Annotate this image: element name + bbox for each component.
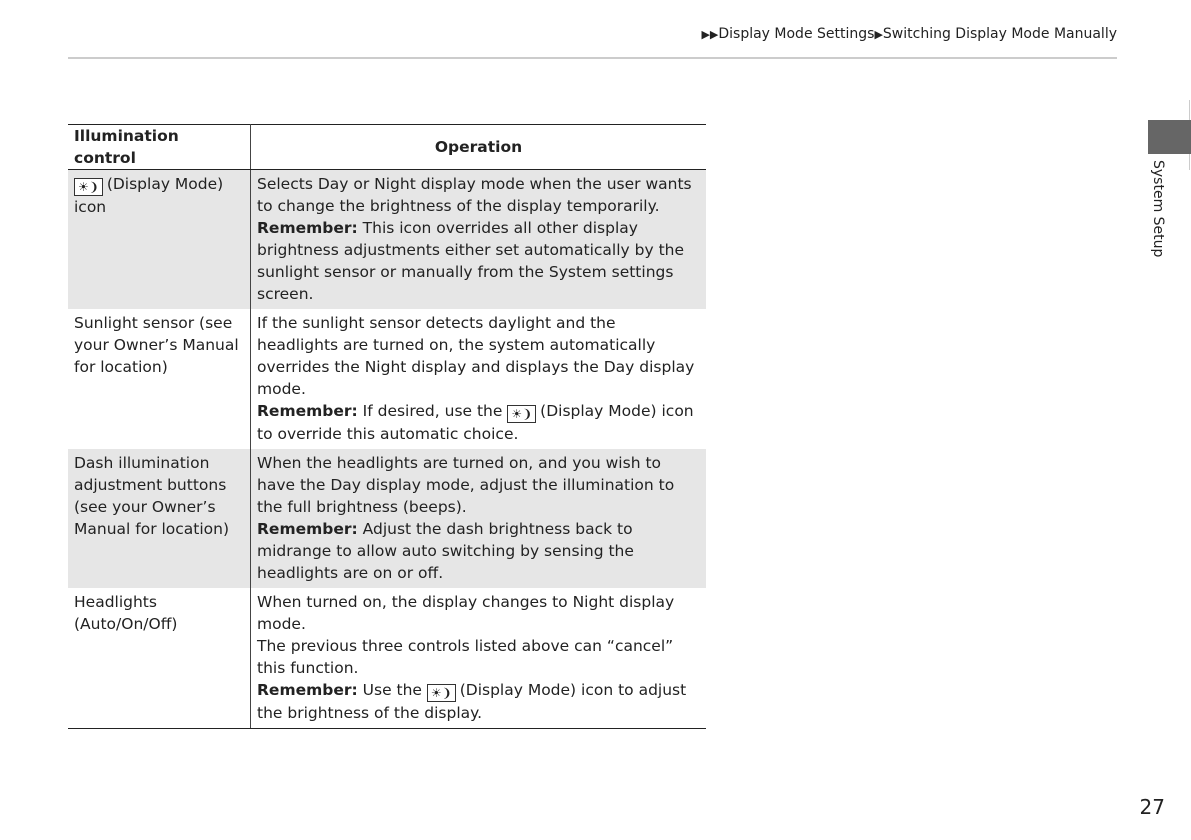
operation-cell xyxy=(251,170,707,310)
page-number: 27 xyxy=(1139,795,1165,819)
table-row xyxy=(68,309,706,449)
breadcrumb xyxy=(701,26,1117,42)
operation-text: Use the xyxy=(357,681,427,699)
display-mode-icon: ☀︎❩ xyxy=(74,178,103,196)
column-header: Operation xyxy=(251,125,707,170)
table-header xyxy=(68,125,706,170)
operation-text: (Display Mode) icon to override this automatic choice. xyxy=(257,402,694,443)
control-cell: Headlights (Auto/On/Off) xyxy=(68,588,251,729)
breadcrumb-separator: ▶ xyxy=(874,28,883,41)
header-divider xyxy=(68,57,1117,59)
operation-text: (Display Mode) icon to adjust the brightness of the display. xyxy=(257,681,687,722)
control-cell: Dash illumination adjustment buttons (see your Owner’s Manual for location) xyxy=(68,449,251,588)
column-header: Illumination control xyxy=(68,125,251,170)
remember-label: Remember: xyxy=(257,219,358,237)
operation-text: When turned on, the display changes to Night display mode. xyxy=(257,593,675,633)
operation-text: Selects Day or Night display mode when the user wants to change the brightness of the display temporarily. xyxy=(257,175,692,215)
table-row xyxy=(68,588,706,729)
remember-label: Remember: xyxy=(257,402,358,420)
remember-label: Remember: xyxy=(257,681,358,699)
display-mode-icon: ☀︎❩ xyxy=(427,684,456,702)
section-label: System Setup xyxy=(1150,160,1166,258)
table-row xyxy=(68,449,706,588)
operation-text: The previous three controls listed above can “cancel” this function. xyxy=(257,637,674,677)
operation-cell xyxy=(251,309,707,449)
operation-text: If the sunlight sensor detects daylight and the headlights are turned on, the system automatically overrides the Night display and displays the Day display mode. xyxy=(257,314,695,398)
operation-text: When the headlights are turned on, and you wish to have the Day display mode, adjust the illumination to the full brightness (beeps). xyxy=(257,454,675,516)
table-row xyxy=(68,170,706,310)
control-cell: Sunlight sensor (see your Owner’s Manual for location) xyxy=(68,309,251,449)
display-mode-icon: ☀︎❩ xyxy=(507,405,536,423)
remember-label: Remember: xyxy=(257,520,358,538)
operation-cell xyxy=(251,449,707,588)
breadcrumb-item[interactable]: Display Mode Settings xyxy=(718,26,875,42)
breadcrumb-marker: ▶▶ xyxy=(701,28,719,41)
operation-text: If desired, use the xyxy=(357,402,508,420)
section-tab-marker xyxy=(1148,120,1191,154)
illumination-table xyxy=(68,124,706,729)
control-cell xyxy=(68,170,251,310)
control-text: (Display Mode) icon xyxy=(74,175,224,216)
breadcrumb-item[interactable]: Switching Display Mode Manually xyxy=(882,26,1117,42)
operation-cell xyxy=(251,588,707,729)
operation-text: This icon overrides all other display brightness adjustments either set automatically by the sunlight sensor or manually from the System settings screen. xyxy=(257,219,685,303)
operation-text: Adjust the dash brightness back to midrange to allow auto switching by sensing the headlights are on or off. xyxy=(257,520,634,582)
